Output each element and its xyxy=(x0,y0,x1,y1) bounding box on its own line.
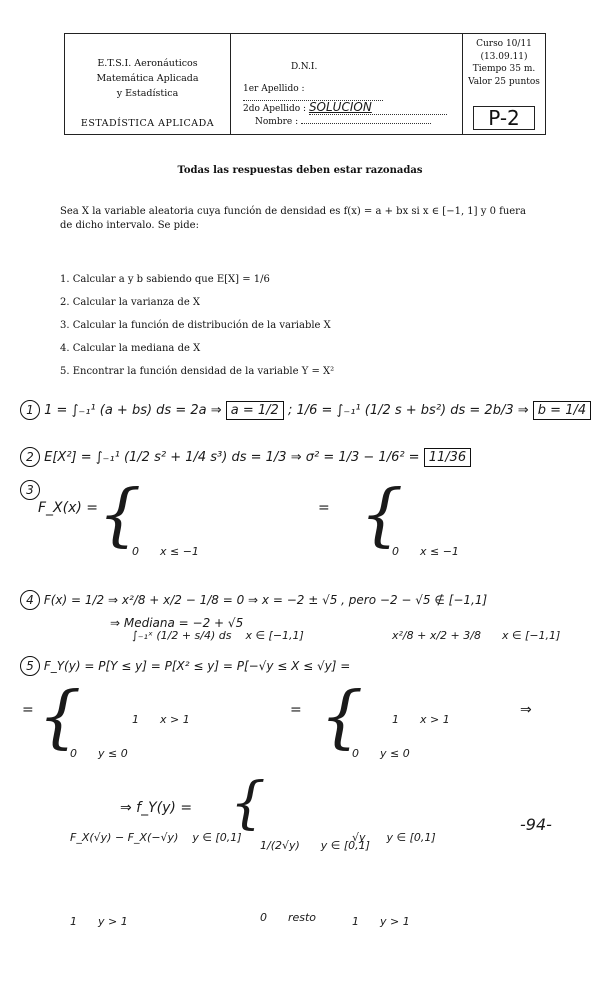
solution-1-a-text: 1 = ∫₋₁¹ (a + bs) ds = 2a ⇒ xyxy=(44,403,222,418)
piecewise-row: 1 x > 1 xyxy=(132,713,190,726)
solution-number: 3 xyxy=(20,480,40,500)
instruction: Todas las respuestas deben estar razonadas xyxy=(177,165,423,176)
solution-number: 2 xyxy=(20,447,40,467)
piecewise-row: 1 y > 1 xyxy=(352,915,410,928)
piecewise-row: √y y ∈ [0,1] xyxy=(352,831,436,844)
piecewise-row: 0 y ≤ 0 xyxy=(70,747,128,760)
institution-line: Matemática Aplicada xyxy=(96,73,199,84)
solution-2 xyxy=(20,447,595,467)
institution-line: y Estadística xyxy=(116,88,179,99)
grade-mark: -94- xyxy=(520,815,552,834)
course-cell xyxy=(462,34,545,134)
piecewise-row: 1 x > 1 xyxy=(392,713,450,726)
left-brace: { xyxy=(38,678,82,757)
piecewise-row: 0 x ≤ −1 xyxy=(132,545,199,558)
left-brace: { xyxy=(98,476,142,555)
left-brace: { xyxy=(230,771,266,836)
piecewise-row: x²/8 + x/2 + 3/8 x ∈ [−1,1] xyxy=(392,629,561,642)
question-list xyxy=(60,268,334,383)
solution-number: 1 xyxy=(20,400,40,420)
nombre-label: Nombre : xyxy=(255,117,299,127)
subject-title: ESTADÍSTICA APLICADA xyxy=(80,118,215,129)
left-brace: { xyxy=(320,678,364,757)
solution-4 xyxy=(20,590,595,630)
solution-5-line1: F_Y(y) = P[Y ≤ y] = P[X² ≤ y] = P[−√y ≤ X ≤ √y] = xyxy=(43,659,351,673)
institution-cell xyxy=(65,34,231,134)
solution-number: 4 xyxy=(20,590,40,610)
question-item: 5. Encontrar la función densidad de la variable Y = X² xyxy=(60,366,335,377)
solution-4-line1: F(x) = 1/2 ⇒ x²/8 + x/2 − 1/8 = 0 ⇒ x = −2 ± √5 , pero −2 − √5 ∉ [−1,1] xyxy=(43,593,488,607)
course-line: Valor 25 puntos xyxy=(468,76,540,87)
answer-b-box: b = 1/4 xyxy=(533,401,591,420)
piecewise-row: 0 y ≤ 0 xyxy=(352,747,410,760)
nombre-row xyxy=(255,117,460,127)
solution-4-line2: ⇒ Mediana = −2 + √5 xyxy=(110,616,244,630)
question-item: 2. Calcular la varianza de X xyxy=(60,297,201,308)
question-item: 4. Calcular la mediana de X xyxy=(60,343,201,354)
apellido2-row xyxy=(243,100,458,115)
solution-2-text: E[X²] = ∫₋₁¹ (1/2 s² + 1/4 s³) ds = 1/3 ⇒ σ² = 1/3 − 1/6² = xyxy=(44,450,420,465)
solution-3-lhs: F_X(x) = xyxy=(38,500,99,516)
question-item: 3. Calcular la función de distribución de la variable X xyxy=(60,320,331,331)
piecewise-row: 1 y > 1 xyxy=(70,915,128,928)
implies-arrow: ⇒ xyxy=(520,702,532,718)
variance-box: 11/36 xyxy=(424,448,471,467)
apellido1-label: 1er Apellido : xyxy=(243,84,305,94)
course-line: Curso 10/11 xyxy=(476,39,532,49)
equals-sign: = xyxy=(318,500,330,516)
exam-code: P-2 xyxy=(473,106,535,130)
density-lhs: ⇒ f_Y(y) = xyxy=(120,800,193,816)
equals-sign: = xyxy=(22,702,34,718)
institution-line: E.T.S.I. Aeronáuticos xyxy=(97,58,198,69)
piecewise-row: 0 resto xyxy=(260,911,317,924)
solution-number: 5 xyxy=(20,656,40,676)
solution-5-line1-row xyxy=(20,656,595,676)
equals-sign: = xyxy=(290,702,302,718)
apellido2-field[interactable]: SOLUCION xyxy=(309,100,447,115)
solution-1-b-text: ; 1/6 = ∫₋₁¹ (1/2 s + bs²) ds = 2b/3 ⇒ xyxy=(287,403,529,418)
question-item: 1. Calcular a y b sabiendo que E[X] = 1/6 xyxy=(60,274,270,285)
header-box xyxy=(64,33,546,135)
dni-label: D.N.I. xyxy=(291,62,318,72)
problem-statement: Sea X la variable aleatoria cuya función de densidad es f(x) = a + bx si x ∈ [−1, 1] y 0 fuera de dicho intervalo. Se pide: xyxy=(60,206,526,231)
course-line: (13.09.11) xyxy=(480,51,528,62)
piecewise-row: 1/(2√y) y ∈ [0,1] xyxy=(260,839,370,852)
piecewise-row: 0 x ≤ −1 xyxy=(392,545,459,558)
piecewise-row: F_X(√y) − F_X(−√y) y ∈ [0,1] xyxy=(70,831,242,844)
apellido2-label: 2do Apellido : xyxy=(243,104,307,114)
nombre-field[interactable] xyxy=(301,123,431,124)
left-brace: { xyxy=(360,476,404,555)
course-line: Tiempo 35 m. xyxy=(472,64,536,74)
piecewise-row: ∫₋₁ˣ (1/2 + s/4) ds x ∈ [−1,1] xyxy=(132,629,304,642)
solution-1 xyxy=(20,400,595,420)
answer-a-box: a = 1/2 xyxy=(226,401,284,420)
